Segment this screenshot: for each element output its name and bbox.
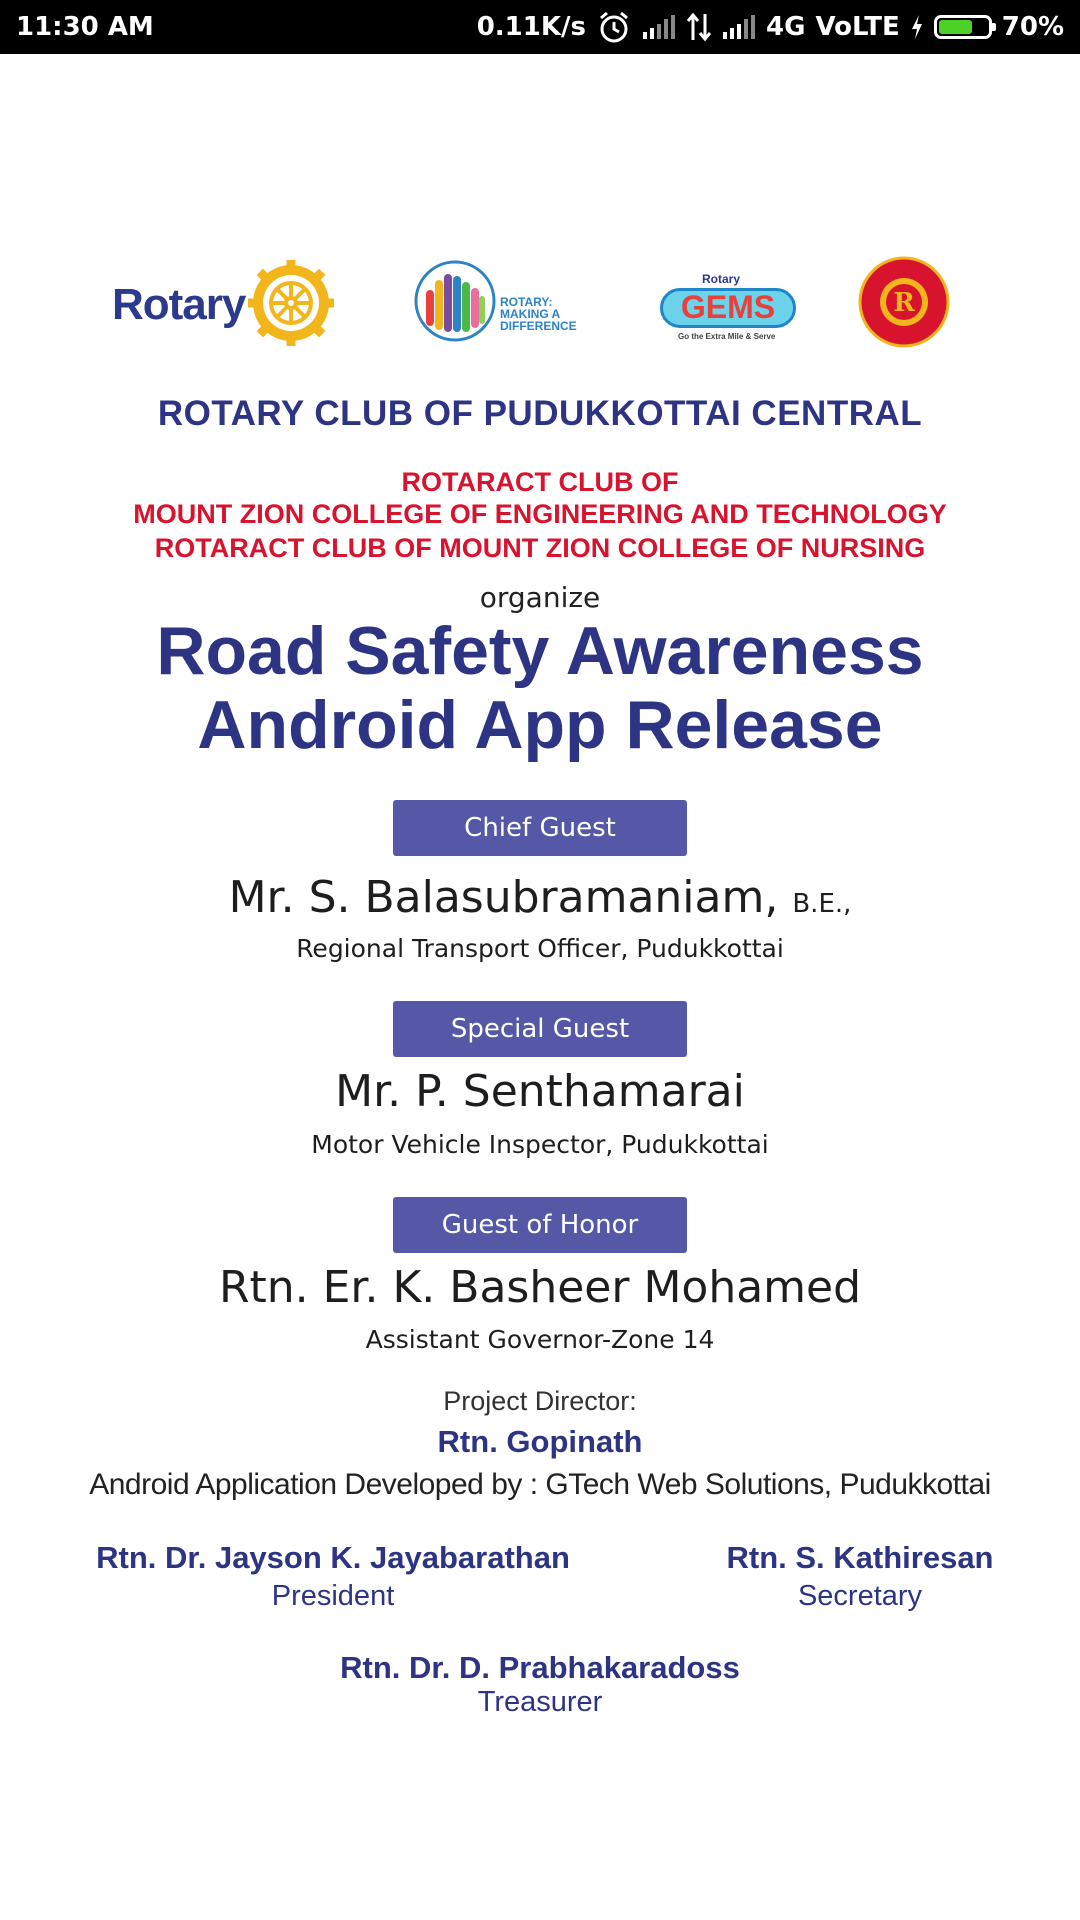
signal-icon [642, 14, 676, 40]
network-type: 4G [766, 12, 806, 42]
rotaract-emblem-icon [858, 256, 950, 348]
project-director-label: Project Director: [443, 1386, 637, 1416]
rotary-wordmark: Rotary [112, 280, 246, 329]
people-circle-icon [414, 260, 496, 342]
battery-percent: 70% [1001, 12, 1064, 42]
event-title [0, 614, 1080, 762]
treasurer-role: Treasurer [477, 1686, 603, 1718]
making-a-difference-logo [410, 256, 580, 346]
secretary-role: Secretary [797, 1580, 923, 1612]
event-title-line-2: Android App Release [197, 687, 883, 763]
event-title-line-1: Road Safety Awareness [156, 613, 924, 689]
status-icons [477, 0, 1064, 54]
chief-guest-role: Regional Transport Officer, Pudukkottai [296, 934, 784, 963]
svg-text:R: R [893, 288, 915, 318]
treasurer-name: Rtn. Dr. D. Prabhakaradoss [340, 1650, 740, 1685]
chief-guest-degree: B.E., [792, 889, 852, 919]
special-guest-badge: Special Guest [393, 1001, 687, 1057]
guest-of-honor-name: Rtn. Er. K. Basheer Mohamed [218, 1262, 862, 1313]
rotary-wheel-icon [248, 260, 334, 346]
network-speed: 0.11K/s [476, 12, 586, 42]
alarm-icon [596, 9, 632, 45]
guest-of-honor-role: Assistant Governor-Zone 14 [365, 1325, 715, 1354]
data-transfer-icon [686, 12, 712, 42]
rotaract-line-2: MOUNT ZION COLLEGE OF ENGINEERING AND TECHNOLOGY [133, 499, 947, 529]
gems-tagline: Go the Extra Mile & Serve [678, 332, 776, 341]
special-guest-name: Mr. P. Senthamarai [335, 1066, 745, 1117]
secretary-block [710, 1540, 1010, 1613]
chief-guest-badge: Chief Guest [393, 800, 687, 856]
gems-rotary-label: Rotary [702, 272, 741, 286]
rotaract-line-1: ROTARACT CLUB OF [401, 467, 679, 497]
guest-of-honor-badge: Guest of Honor [393, 1197, 687, 1253]
president-role: President [271, 1580, 395, 1612]
gems-wordmark: GEMS [660, 288, 796, 328]
president-name: Rtn. Dr. Jayson K. Jayabarathan [96, 1540, 570, 1575]
developer-credit: Android Application Developed by : GTech Web Solutions, Pudukkottai [89, 1468, 991, 1501]
rotaract-line-3: ROTARACT CLUB OF MOUNT ZION COLLEGE OF NURSING [154, 533, 926, 563]
rotary-logo [112, 258, 336, 358]
project-director-name: Rtn. Gopinath [437, 1424, 643, 1459]
treasurer-block [240, 1650, 840, 1719]
chief-guest-name: Mr. S. Balasubramaniam, B.E., [228, 872, 852, 923]
battery-level [939, 20, 972, 34]
volte-indicator: VoLTE [815, 12, 900, 42]
organize-label: organize [479, 581, 601, 614]
status-time: 11:30 AM [16, 12, 154, 42]
rotaract-logo [858, 256, 950, 348]
special-guest-role: Motor Vehicle Inspector, Pudukkottai [311, 1130, 769, 1159]
status-bar [0, 0, 1080, 54]
making-a-difference-text: ROTARY: MAKING A DIFFERENCE [500, 295, 577, 333]
president-block [73, 1540, 593, 1613]
secretary-name: Rtn. S. Kathiresan [726, 1540, 994, 1575]
charging-icon [910, 14, 924, 40]
rotary-club-title: ROTARY CLUB OF PUDUKKOTTAI CENTRAL [157, 394, 923, 433]
rotary-gems-logo [652, 262, 804, 352]
signal-icon [722, 14, 756, 40]
battery-icon [934, 15, 992, 39]
